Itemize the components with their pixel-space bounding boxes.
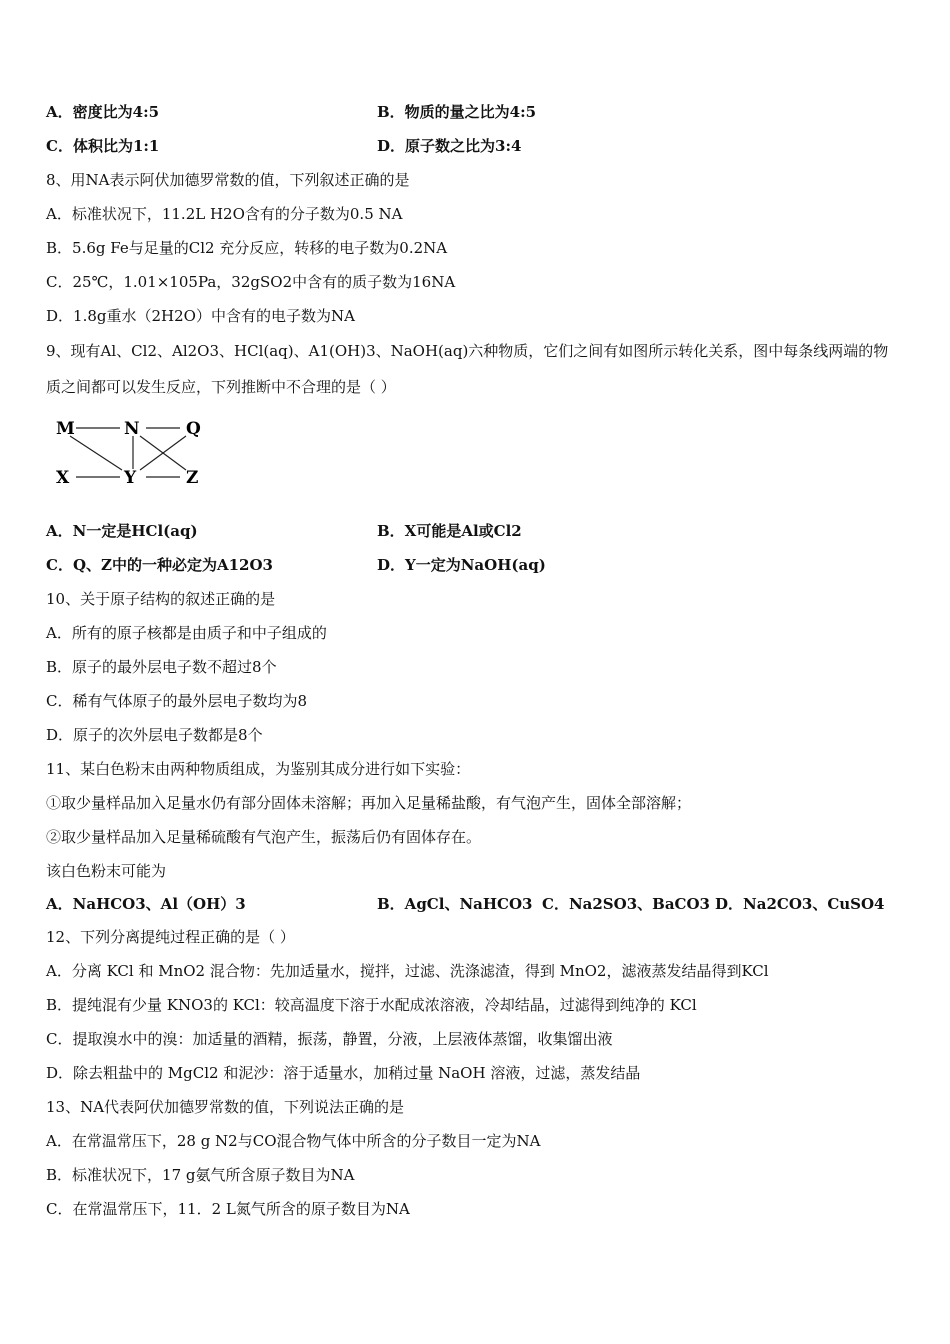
q7-option-d: D．原子数之比为3:4: [377, 137, 522, 155]
node-y: Y: [124, 468, 137, 488]
q10-option-b: B．原子的最外层电子数不超过8个: [46, 658, 277, 676]
edge-m-y: [70, 436, 122, 470]
q12-stem: 12、下列分离提纯过程正确的是（ ）: [46, 928, 295, 946]
q13-option-c: C．在常温常压下，11．2 L氮气所含的原子数目为NA: [46, 1200, 410, 1218]
node-q: Q: [186, 419, 201, 439]
q10-option-a: A．所有的原子核都是由质子和中子组成的: [46, 624, 327, 642]
q13-stem: 13、NA代表阿伏加德罗常数的值，下列说法正确的是: [46, 1098, 405, 1116]
q12-option-c: C．提取溴水中的溴：加适量的酒精，振荡，静置，分液，上层液体蒸馏，收集馏出液: [46, 1030, 613, 1048]
q11-option-d: D．Na2CO3、CuSO4: [715, 895, 885, 913]
q9-stem-line2: 质之间都可以发生反应，下列推断中不合理的是（ ）: [46, 378, 396, 396]
q7-option-c: C．体积比为1:1: [46, 137, 160, 155]
q12-option-b: B．提纯混有少量 KNO3的 KCl：较高温度下溶于水配成浓溶液，冷却结晶，过滤得到纯净的 KCl: [46, 996, 697, 1014]
q9-reaction-diagram: [48, 412, 218, 497]
q11-option-b: B．AgCl、NaHCO3: [377, 895, 533, 913]
node-x: X: [56, 468, 70, 488]
q11-stem: 11、某白色粉末由两种物质组成，为鉴别其成分进行如下实验：: [46, 760, 471, 778]
q7-option-a: A．密度比为4:5: [46, 103, 160, 121]
q8-stem: 8、用NA表示阿伏加德罗常数的值，下列叙述正确的是: [46, 171, 410, 189]
q11-step-2: ②取少量样品加入足量稀硫酸有气泡产生，振荡后仍有固体存在。: [46, 828, 482, 846]
q7-option-b: B．物质的量之比为4:5: [377, 103, 537, 121]
q10-option-c: C．稀有气体原子的最外层电子数均为8: [46, 692, 308, 710]
q13-option-a: A．在常温常压下，28 g N2与CO混合物气体中所含的分子数目一定为NA: [46, 1132, 541, 1150]
q9-stem-line1: 9、现有Al、Cl2、Al2O3、HCl(aq)、A1(OH)3、NaOH(aq)六种物质，它们之间有如图所示转化关系，图中每条线两端的物: [46, 342, 889, 360]
q8-option-a: A．标准状况下，11.2L H2O含有的分子数为0.5 NA: [46, 205, 403, 223]
q12-option-a: A．分离 KCl 和 MnO2 混合物：先加适量水，搅拌，过滤、洗涤滤渣，得到 MnO2，滤液蒸发结晶得到KCl: [46, 962, 769, 980]
q10-stem: 10、关于原子结构的叙述正确的是: [46, 590, 276, 608]
q8-option-d: D．1.8g重水（2H2O）中含有的电子数为NA: [46, 307, 355, 325]
q8-option-b: B．5.6g Fe与足量的Cl2 充分反应，转移的电子数为0.2NA: [46, 239, 448, 257]
q9-option-b: B．X可能是Al或Cl2: [377, 522, 522, 540]
q10-option-d: D．原子的次外层电子数都是8个: [46, 726, 263, 744]
q9-option-a: A．N一定是HCl(aq): [46, 522, 198, 540]
node-m: M: [56, 419, 75, 439]
q9-option-d: D．Y一定为NaOH(aq): [377, 556, 546, 574]
q13-option-b: B．标准状况下，17 g氨气所含原子数目为NA: [46, 1166, 355, 1184]
q11-option-a: A．NaHCO3、Al（OH）3: [46, 895, 246, 913]
q11-option-c: C．Na2SO3、BaCO3: [542, 895, 710, 913]
node-z: Z: [186, 468, 199, 488]
q12-option-d: D．除去粗盐中的 MgCl2 和泥沙：溶于适量水，加稍过量 NaOH 溶液，过滤，蒸发结晶: [46, 1064, 641, 1082]
q9-option-c: C．Q、Z中的一种必定为A12O3: [46, 556, 273, 574]
q8-option-c: C．25℃，1.01×105Pa，32gSO2中含有的质子数为16NA: [46, 273, 456, 291]
q11-step-1: ①取少量样品加入足量水仍有部分固体未溶解；再加入足量稀盐酸，有气泡产生，固体全部溶解；: [46, 794, 692, 812]
node-n: N: [124, 419, 140, 439]
q11-question: 该白色粉末可能为: [46, 862, 167, 880]
